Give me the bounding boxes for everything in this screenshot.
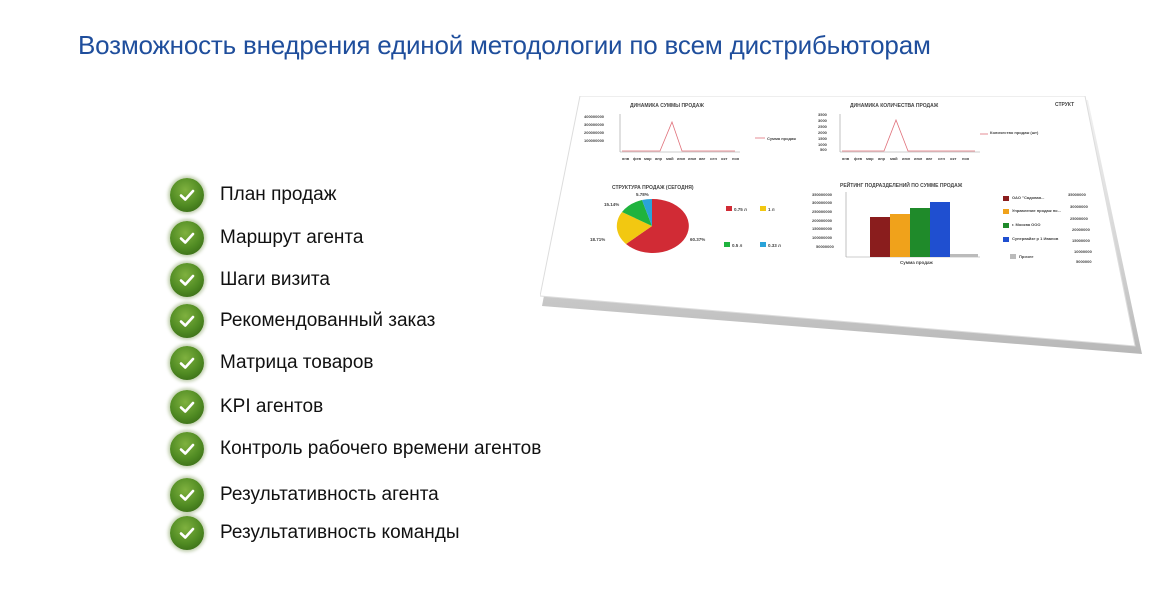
svg-text:3000: 3000 bbox=[818, 118, 827, 123]
list-item-label: Результативность команды bbox=[220, 522, 460, 543]
chart3-title: СТРУКТУРА ПРОДАЖ (СЕГОДНЯ) bbox=[612, 185, 694, 191]
pie-chart bbox=[617, 199, 689, 253]
pie-label: 60.37% bbox=[690, 237, 706, 242]
svg-text:сен: сен bbox=[710, 156, 717, 161]
list-item-label: План продаж bbox=[220, 184, 337, 205]
svg-text:авг: авг bbox=[699, 156, 706, 161]
svg-text:1500: 1500 bbox=[818, 136, 827, 141]
list-item bbox=[170, 263, 330, 297]
svg-text:50000000: 50000000 bbox=[816, 244, 834, 249]
svg-text:апр: апр bbox=[655, 156, 663, 161]
checkmark-icon bbox=[170, 304, 204, 338]
bar-legend: Супервайзе р 1 Иванов bbox=[1012, 236, 1059, 241]
svg-text:100000000: 100000000 bbox=[584, 138, 605, 143]
list-item bbox=[170, 304, 435, 338]
svg-text:фев: фев bbox=[633, 156, 642, 161]
list-item-label: Контроль рабочего времени агентов bbox=[220, 438, 542, 459]
corner-text: СТРУКТ bbox=[1055, 102, 1075, 108]
svg-text:250000000: 250000000 bbox=[812, 209, 833, 214]
chart2-legend: Количество продаж (шт) bbox=[990, 130, 1039, 135]
svg-text:150000000: 150000000 bbox=[812, 226, 833, 231]
pie-legend: 1 л bbox=[768, 207, 775, 212]
svg-text:1000: 1000 bbox=[818, 142, 827, 147]
svg-text:25000000: 25000000 bbox=[1070, 216, 1088, 221]
dashboard-screenshot bbox=[540, 96, 1145, 356]
svg-text:июн: июн bbox=[677, 156, 686, 161]
list-item bbox=[170, 178, 336, 212]
bar-legend: г. Москва ООО bbox=[1012, 222, 1041, 227]
svg-text:окт: окт bbox=[950, 156, 957, 161]
svg-text:300000000: 300000000 bbox=[584, 122, 605, 127]
svg-text:30000000: 30000000 bbox=[1070, 204, 1088, 209]
svg-text:янв: янв bbox=[842, 156, 850, 161]
list-item bbox=[170, 390, 323, 424]
pie-legend: 0.75 л bbox=[734, 207, 747, 212]
svg-text:июл: июл bbox=[688, 156, 697, 161]
svg-text:5000000: 5000000 bbox=[1076, 259, 1092, 264]
list-item-label: Рекомендованный заказ bbox=[220, 310, 436, 331]
svg-text:ноя: ноя bbox=[962, 156, 970, 161]
svg-text:авг: авг bbox=[926, 156, 933, 161]
svg-text:3500: 3500 bbox=[818, 112, 827, 117]
dashboard-image bbox=[540, 96, 1145, 356]
svg-text:100000000: 100000000 bbox=[812, 235, 833, 240]
bar-5 bbox=[950, 254, 978, 257]
checkmark-icon bbox=[170, 221, 204, 255]
pie-label: 18.71% bbox=[590, 237, 606, 242]
svg-text:2500: 2500 bbox=[818, 124, 827, 129]
list-item-label: Маршрут агента bbox=[220, 227, 364, 248]
bar-legend: ОАО "Садовая... bbox=[1012, 195, 1045, 200]
list-item-label: Шаги визита bbox=[220, 269, 330, 290]
svg-text:ноя: ноя bbox=[732, 156, 740, 161]
checkmark-icon bbox=[170, 432, 204, 466]
chart4-title: РЕЙТИНГ ПОДРАЗДЕЛЕНИЙ ПО СУММЕ ПРОДАЖ bbox=[840, 183, 963, 189]
list-item bbox=[170, 478, 439, 512]
pie-legend: 0.5 л bbox=[732, 243, 743, 248]
svg-text:июл: июл bbox=[914, 156, 923, 161]
bar-legend: Управление продаж по... bbox=[1012, 208, 1061, 213]
svg-text:июн: июн bbox=[902, 156, 911, 161]
list-item-label: Матрица товаров bbox=[220, 352, 374, 373]
svg-text:мар: мар bbox=[866, 156, 874, 161]
checkmark-icon bbox=[170, 390, 204, 424]
list-item-label: Результативность агента bbox=[220, 484, 439, 505]
chart2-title: ДИНАМИКА КОЛИЧЕСТВА ПРОДАЖ bbox=[850, 103, 939, 109]
svg-text:15000000: 15000000 bbox=[1072, 238, 1090, 243]
bar-3 bbox=[910, 208, 930, 257]
bar-legend: Прочее bbox=[1019, 254, 1034, 259]
checkmark-icon bbox=[170, 478, 204, 512]
svg-text:окт: окт bbox=[721, 156, 728, 161]
svg-text:10000000: 10000000 bbox=[1074, 249, 1092, 254]
svg-text:500: 500 bbox=[820, 147, 827, 152]
checkmark-icon bbox=[170, 516, 204, 550]
list-item bbox=[170, 346, 374, 380]
svg-text:200000000: 200000000 bbox=[584, 130, 605, 135]
svg-text:200000000: 200000000 bbox=[812, 218, 833, 223]
pie-label: 15.14% bbox=[604, 202, 620, 207]
chart4-xlabel: Сумма продаж bbox=[900, 260, 933, 265]
chart1-title: ДИНАМИКА СУММЫ ПРОДАЖ bbox=[630, 103, 704, 109]
svg-text:35000000: 35000000 bbox=[1068, 192, 1086, 197]
page-title: Возможность внедрения единой методологии по всем дистрибьюторам bbox=[78, 30, 931, 60]
checkmark-icon bbox=[170, 263, 204, 297]
checkmark-icon bbox=[170, 346, 204, 380]
svg-text:апр: апр bbox=[878, 156, 886, 161]
pie-legend: 0.33 л bbox=[768, 243, 781, 248]
bar-2 bbox=[890, 214, 910, 257]
list-item bbox=[170, 516, 460, 550]
bar-4 bbox=[930, 202, 950, 257]
svg-text:сен: сен bbox=[938, 156, 945, 161]
svg-text:май: май bbox=[890, 156, 898, 161]
svg-text:янв: янв bbox=[622, 156, 630, 161]
pie-label: 5.78% bbox=[636, 192, 649, 197]
svg-text:май: май bbox=[666, 156, 674, 161]
svg-text:20000000: 20000000 bbox=[1072, 227, 1090, 232]
svg-text:350000000: 350000000 bbox=[812, 192, 833, 197]
list-item bbox=[170, 221, 363, 255]
svg-text:400000000: 400000000 bbox=[584, 114, 605, 119]
checkmark-icon bbox=[170, 178, 204, 212]
list-item bbox=[170, 432, 541, 466]
svg-text:мар: мар bbox=[644, 156, 652, 161]
svg-text:2000: 2000 bbox=[818, 130, 827, 135]
bar-1 bbox=[870, 217, 890, 257]
svg-text:фев: фев bbox=[854, 156, 863, 161]
chart1-legend: Сумма продаж bbox=[767, 136, 797, 141]
svg-text:300000000: 300000000 bbox=[812, 200, 833, 205]
list-item-label: KPI агентов bbox=[220, 396, 324, 417]
